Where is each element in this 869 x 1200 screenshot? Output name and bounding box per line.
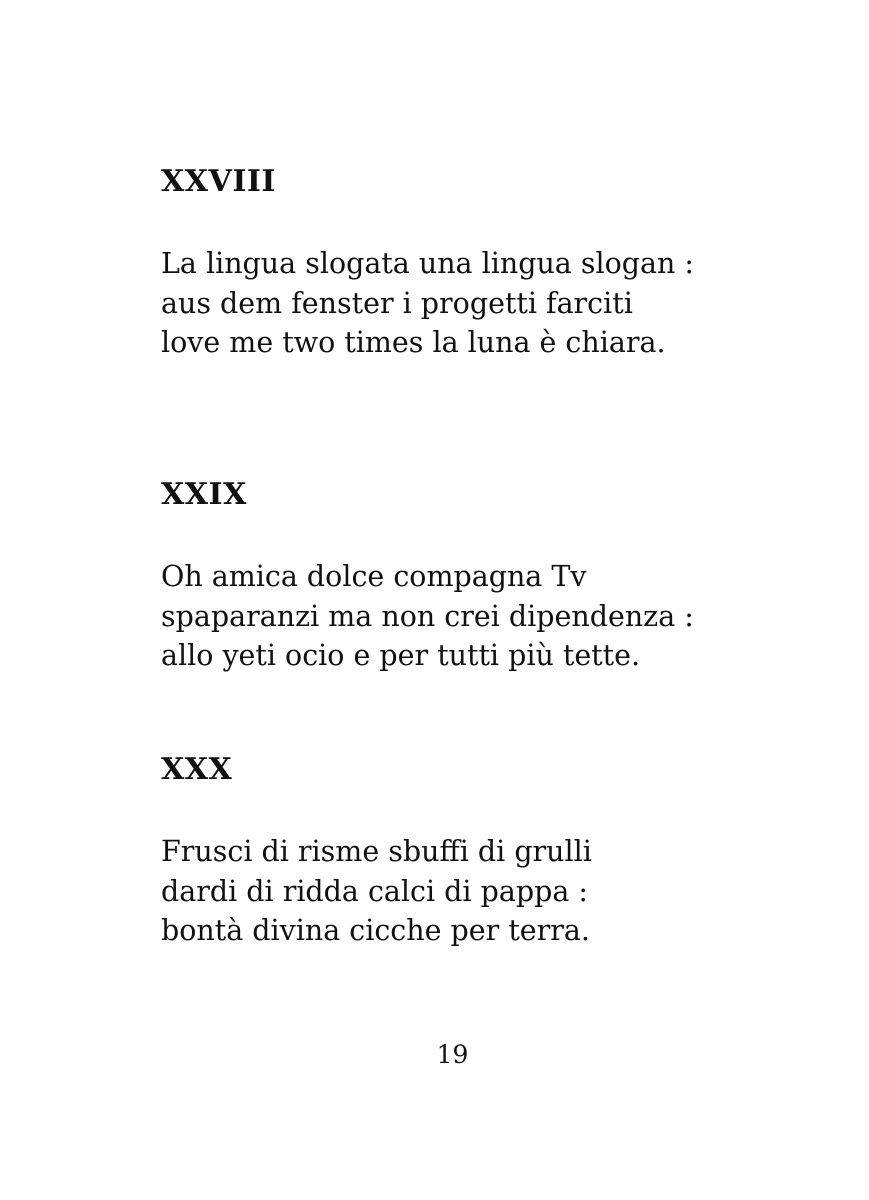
page-number: 19 bbox=[436, 1040, 469, 1069]
poem-line: Oh amica dolce compagna Tv bbox=[161, 560, 587, 593]
poem-line: spaparanzi ma non crei dipendenza : bbox=[161, 599, 694, 633]
poem-xxx bbox=[161, 751, 811, 951]
poem-line: dardi di ridda calci di pappa : bbox=[161, 874, 588, 908]
poem-line: aus dem fenster i progetti farciti bbox=[161, 286, 633, 320]
poem-line: love me two times la luna è chiara. bbox=[161, 326, 666, 359]
poem-line: bontà divina cicche per terra. bbox=[161, 914, 590, 947]
poem-stanza bbox=[161, 832, 811, 951]
poem-stanza bbox=[161, 557, 811, 676]
poem-xxix bbox=[161, 476, 811, 676]
poem-line: La lingua slogata una lingua slogan : bbox=[161, 247, 694, 280]
poem-stanza bbox=[161, 244, 811, 363]
poem-numeral: XXIX bbox=[161, 477, 247, 512]
poem-numeral: XXVIII bbox=[161, 164, 276, 199]
poem-numeral: XXX bbox=[161, 752, 233, 787]
poem-line: Frusci di risme sbuffi di grulli bbox=[161, 835, 592, 868]
poem-xxviii bbox=[161, 163, 811, 363]
poem-line: allo yeti ocio e per tutti più tette. bbox=[161, 639, 641, 672]
